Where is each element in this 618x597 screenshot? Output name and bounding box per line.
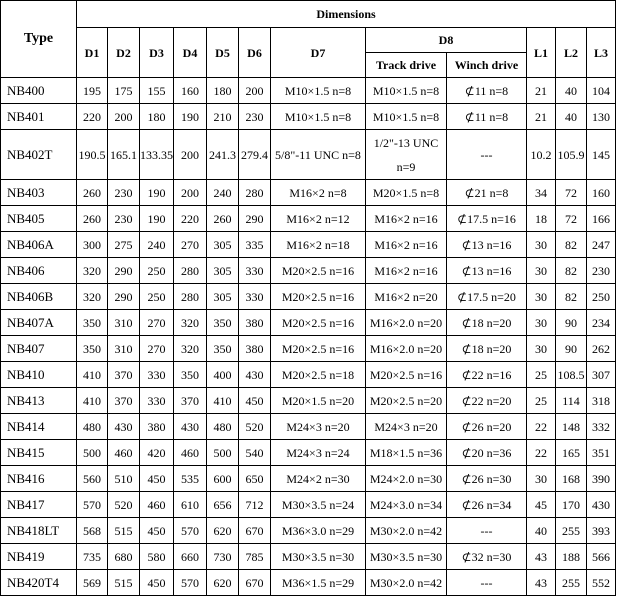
value-cell: 190 [174, 104, 207, 130]
value-cell: 620 [207, 518, 239, 544]
value-cell: 250 [140, 258, 174, 284]
type-cell: NB418LT [1, 518, 77, 544]
value-cell: 270 [140, 310, 174, 336]
type-cell: NB407A [1, 310, 77, 336]
value-cell: 108.5 [556, 362, 587, 388]
value-cell: 569 [77, 570, 108, 596]
table-row [1, 570, 616, 596]
value-cell: 18 [527, 206, 556, 232]
value-cell: 450 [140, 466, 174, 492]
value-cell: ⊄17.5 n=20 [447, 284, 527, 310]
type-cell: NB401 [1, 104, 77, 130]
table-row [1, 440, 616, 466]
value-cell: M10×1.5 n=8 [366, 78, 447, 104]
value-cell: ⊄13 n=16 [447, 232, 527, 258]
value-cell: 200 [174, 180, 207, 206]
value-cell: 650 [239, 466, 271, 492]
value-cell: 200 [108, 104, 140, 130]
value-cell: 165 [556, 440, 587, 466]
value-cell: 275 [108, 232, 140, 258]
value-cell: 410 [77, 388, 108, 414]
value-cell: 230 [108, 180, 140, 206]
value-cell: 307 [587, 362, 616, 388]
value-cell: 290 [108, 258, 140, 284]
col-header-track-drive: Track drive [366, 53, 447, 78]
value-cell: 21 [527, 78, 556, 104]
table-row [1, 388, 616, 414]
value-cell: M20×2.5 n=16 [271, 336, 366, 362]
value-cell: ⊄21 n=8 [447, 180, 527, 206]
col-header-l3: L3 [587, 28, 616, 78]
value-cell: 305 [207, 284, 239, 310]
value-cell: 450 [239, 388, 271, 414]
value-cell: 255 [556, 518, 587, 544]
value-cell: 318 [587, 388, 616, 414]
value-cell: M16×2 n=20 [366, 284, 447, 310]
col-header-d6: D6 [239, 28, 271, 78]
value-cell: M36×1.5 n=29 [271, 570, 366, 596]
type-cell: NB415 [1, 440, 77, 466]
value-cell: M16×2.0 n=20 [366, 310, 447, 336]
value-cell: 200 [174, 130, 207, 180]
value-cell: 380 [140, 414, 174, 440]
value-cell: M20×2.5 n=18 [271, 362, 366, 388]
value-cell: 480 [207, 414, 239, 440]
value-cell: 735 [77, 544, 108, 570]
value-cell: 166 [587, 206, 616, 232]
value-cell: ⊄22 n=20 [447, 388, 527, 414]
value-cell: M30×3.5 n=24 [271, 492, 366, 518]
value-cell: 330 [239, 284, 271, 310]
value-cell: 620 [207, 570, 239, 596]
type-cell: NB410 [1, 362, 77, 388]
value-cell: 460 [140, 492, 174, 518]
col-header-d2: D2 [108, 28, 140, 78]
value-cell: 82 [556, 232, 587, 258]
col-header-d1: D1 [77, 28, 108, 78]
value-cell: ⊄20 n=36 [447, 440, 527, 466]
value-cell: M24×2.0 n=30 [366, 466, 447, 492]
value-cell: 230 [239, 104, 271, 130]
value-cell: 168 [556, 466, 587, 492]
value-cell: 330 [140, 362, 174, 388]
value-cell: 580 [140, 544, 174, 570]
value-cell: 430 [587, 492, 616, 518]
value-cell: M20×1.5 n=20 [271, 388, 366, 414]
value-cell: 330 [239, 258, 271, 284]
value-cell: 400 [207, 362, 239, 388]
value-cell: M20×2.5 n=16 [271, 310, 366, 336]
value-cell: 30 [527, 258, 556, 284]
value-cell: 190 [140, 206, 174, 232]
value-cell: 320 [174, 336, 207, 362]
value-cell: 351 [587, 440, 616, 466]
type-cell: NB402T [1, 130, 77, 180]
value-cell: ⊄17.5 n=16 [447, 206, 527, 232]
value-cell: 105.9 [556, 130, 587, 180]
value-cell: 72 [556, 206, 587, 232]
table-body [1, 78, 616, 596]
value-cell: 45 [527, 492, 556, 518]
value-cell: 230 [587, 258, 616, 284]
value-cell: 670 [239, 518, 271, 544]
table-row [1, 310, 616, 336]
table-row [1, 78, 616, 104]
value-cell: 195 [77, 78, 108, 104]
value-cell: 552 [587, 570, 616, 596]
value-cell: 190.5 [77, 130, 108, 180]
value-cell: 234 [587, 310, 616, 336]
value-cell: M30×2.0 n=42 [366, 518, 447, 544]
value-cell: 370 [108, 362, 140, 388]
value-cell: 30 [527, 284, 556, 310]
value-cell: 335 [239, 232, 271, 258]
value-cell: M20×2.5 n=20 [366, 388, 447, 414]
value-cell: 270 [140, 336, 174, 362]
value-cell: 160 [587, 180, 616, 206]
value-cell: 34 [527, 180, 556, 206]
value-cell: 200 [239, 78, 271, 104]
value-cell: 393 [587, 518, 616, 544]
table-row [1, 518, 616, 544]
value-cell: 90 [556, 336, 587, 362]
value-cell: 262 [587, 336, 616, 362]
value-cell: 165.1 [108, 130, 140, 180]
value-cell: 22 [527, 440, 556, 466]
value-cell: 72 [556, 180, 587, 206]
table-row [1, 544, 616, 570]
value-cell: 600 [207, 466, 239, 492]
table-row [1, 284, 616, 310]
col-header-d5: D5 [207, 28, 239, 78]
type-cell: NB413 [1, 388, 77, 414]
value-cell: 540 [239, 440, 271, 466]
value-cell: 180 [207, 78, 239, 104]
value-cell: 390 [587, 466, 616, 492]
value-cell: M16×2.0 n=20 [366, 336, 447, 362]
value-cell: ⊄18 n=20 [447, 336, 527, 362]
type-cell: NB406B [1, 284, 77, 310]
value-cell: 320 [77, 258, 108, 284]
value-cell: 520 [108, 492, 140, 518]
value-cell: 40 [556, 104, 587, 130]
value-cell: M30×3.5 n=30 [366, 544, 447, 570]
value-cell: 520 [239, 414, 271, 440]
value-cell: 279.4 [239, 130, 271, 180]
value-cell: M16×2 n=18 [271, 232, 366, 258]
value-cell: 310 [108, 310, 140, 336]
value-cell: M36×3.0 n=29 [271, 518, 366, 544]
type-cell: NB417 [1, 492, 77, 518]
value-cell: 90 [556, 310, 587, 336]
value-cell: M20×1.5 n=8 [366, 180, 447, 206]
value-cell: 280 [174, 284, 207, 310]
value-cell: --- [447, 518, 527, 544]
value-cell: M10×1.5 n=8 [366, 104, 447, 130]
type-cell: NB414 [1, 414, 77, 440]
value-cell: 310 [108, 336, 140, 362]
value-cell: M16×2 n=12 [271, 206, 366, 232]
value-cell: 280 [239, 180, 271, 206]
value-cell: 460 [174, 440, 207, 466]
value-cell: 330 [140, 388, 174, 414]
value-cell: 40 [527, 518, 556, 544]
value-cell: M16×2 n=16 [366, 232, 447, 258]
value-cell: 500 [77, 440, 108, 466]
table-row [1, 362, 616, 388]
value-cell: 350 [77, 336, 108, 362]
value-cell: M30×2.0 n=42 [366, 570, 447, 596]
value-cell: 21 [527, 104, 556, 130]
value-cell: 430 [239, 362, 271, 388]
value-cell: 30 [527, 310, 556, 336]
value-cell: 290 [108, 284, 140, 310]
value-cell: 380 [239, 336, 271, 362]
value-cell: 40 [556, 78, 587, 104]
value-cell: 240 [140, 232, 174, 258]
type-cell: NB407 [1, 336, 77, 362]
value-cell: 320 [174, 310, 207, 336]
value-cell: 43 [527, 544, 556, 570]
value-cell: 500 [207, 440, 239, 466]
value-cell: 280 [174, 258, 207, 284]
value-cell: 305 [207, 258, 239, 284]
value-cell: 515 [108, 518, 140, 544]
value-cell: M10×1.5 n=8 [271, 104, 366, 130]
value-cell: M24×3 n=20 [271, 414, 366, 440]
value-cell: M10×1.5 n=8 [271, 78, 366, 104]
value-cell: 240 [207, 180, 239, 206]
value-cell: M20×2.5 n=16 [271, 258, 366, 284]
value-cell: 568 [77, 518, 108, 544]
value-cell: 510 [108, 466, 140, 492]
value-cell: M24×2 n=30 [271, 466, 366, 492]
value-cell: ⊄11 n=8 [447, 104, 527, 130]
type-cell: NB403 [1, 180, 77, 206]
table-row [1, 232, 616, 258]
value-cell: 220 [77, 104, 108, 130]
value-cell: 255 [556, 570, 587, 596]
value-cell: --- [447, 130, 527, 180]
value-cell: --- [447, 570, 527, 596]
value-cell: 380 [239, 310, 271, 336]
value-cell: 250 [140, 284, 174, 310]
value-cell: ⊄11 n=8 [447, 78, 527, 104]
value-cell: M24×3 n=24 [271, 440, 366, 466]
value-cell: 350 [77, 310, 108, 336]
value-cell: 1/2"-13 UNC n=9 [366, 130, 447, 180]
table-header [1, 1, 616, 78]
value-cell: 25 [527, 362, 556, 388]
value-cell: ⊄26 n=20 [447, 414, 527, 440]
value-cell: 480 [77, 414, 108, 440]
value-cell: 670 [239, 570, 271, 596]
value-cell: 410 [207, 388, 239, 414]
col-header-d4: D4 [174, 28, 207, 78]
value-cell: M24×3 n=20 [366, 414, 447, 440]
value-cell: 656 [207, 492, 239, 518]
value-cell: ⊄22 n=16 [447, 362, 527, 388]
value-cell: 170 [556, 492, 587, 518]
value-cell: 370 [174, 388, 207, 414]
value-cell: 155 [140, 78, 174, 104]
value-cell: 247 [587, 232, 616, 258]
value-cell: 535 [174, 466, 207, 492]
value-cell: 785 [239, 544, 271, 570]
type-cell: NB400 [1, 78, 77, 104]
value-cell: 430 [174, 414, 207, 440]
value-cell: 260 [207, 206, 239, 232]
value-cell: 104 [587, 78, 616, 104]
value-cell: M18×1.5 n=36 [366, 440, 447, 466]
type-cell: NB406 [1, 258, 77, 284]
type-cell: NB419 [1, 544, 77, 570]
value-cell: 350 [207, 310, 239, 336]
value-cell: 450 [140, 570, 174, 596]
value-cell: 730 [207, 544, 239, 570]
type-cell: NB420T4 [1, 570, 77, 596]
table-row [1, 258, 616, 284]
value-cell: 25 [527, 388, 556, 414]
value-cell: 450 [140, 518, 174, 544]
value-cell: 350 [174, 362, 207, 388]
value-cell: 188 [556, 544, 587, 570]
value-cell: 10.2 [527, 130, 556, 180]
value-cell: 430 [108, 414, 140, 440]
value-cell: ⊄26 n=34 [447, 492, 527, 518]
value-cell: 570 [77, 492, 108, 518]
value-cell: 332 [587, 414, 616, 440]
table-row [1, 492, 616, 518]
value-cell: 22 [527, 414, 556, 440]
value-cell: 30 [527, 466, 556, 492]
table-row [1, 414, 616, 440]
table-row [1, 130, 616, 180]
value-cell: 130 [587, 104, 616, 130]
dimensions-header: Dimensions [77, 1, 616, 28]
value-cell: 82 [556, 284, 587, 310]
value-cell: 148 [556, 414, 587, 440]
value-cell: 250 [587, 284, 616, 310]
type-cell: NB416 [1, 466, 77, 492]
col-header-d8: D8 [366, 28, 527, 53]
value-cell: 370 [108, 388, 140, 414]
value-cell: 82 [556, 258, 587, 284]
value-cell: M16×2 n=8 [271, 180, 366, 206]
value-cell: 241.3 [207, 130, 239, 180]
col-header-l1: L1 [527, 28, 556, 78]
col-header-l2: L2 [556, 28, 587, 78]
table-row [1, 336, 616, 362]
value-cell: 30 [527, 336, 556, 362]
value-cell: 460 [108, 440, 140, 466]
table-row [1, 466, 616, 492]
value-cell: M20×2.5 n=16 [271, 284, 366, 310]
type-cell: NB406A [1, 232, 77, 258]
value-cell: 300 [77, 232, 108, 258]
value-cell: 5/8"-11 UNC n=8 [271, 130, 366, 180]
col-header-d3: D3 [140, 28, 174, 78]
type-header: Type [1, 1, 77, 78]
type-cell: NB405 [1, 206, 77, 232]
value-cell: 210 [207, 104, 239, 130]
value-cell: 180 [140, 104, 174, 130]
value-cell: 270 [174, 232, 207, 258]
value-cell: 680 [108, 544, 140, 570]
value-cell: M16×2 n=16 [366, 258, 447, 284]
table-row [1, 206, 616, 232]
value-cell: 320 [77, 284, 108, 310]
value-cell: 190 [140, 180, 174, 206]
value-cell: 420 [140, 440, 174, 466]
value-cell: 350 [207, 336, 239, 362]
value-cell: 515 [108, 570, 140, 596]
value-cell: M24×3.0 n=34 [366, 492, 447, 518]
value-cell: 566 [587, 544, 616, 570]
value-cell: 560 [77, 466, 108, 492]
value-cell: 712 [239, 492, 271, 518]
value-cell: M30×3.5 n=30 [271, 544, 366, 570]
col-header-winch-drive: Winch drive [447, 53, 527, 78]
value-cell: 570 [174, 570, 207, 596]
value-cell: 43 [527, 570, 556, 596]
value-cell: ⊄18 n=20 [447, 310, 527, 336]
value-cell: 30 [527, 232, 556, 258]
table-row [1, 104, 616, 130]
value-cell: 230 [108, 206, 140, 232]
value-cell: 175 [108, 78, 140, 104]
value-cell: 260 [77, 180, 108, 206]
value-cell: 114 [556, 388, 587, 414]
value-cell: 220 [174, 206, 207, 232]
value-cell: 290 [239, 206, 271, 232]
value-cell: M16×2 n=16 [366, 206, 447, 232]
value-cell: ⊄26 n=30 [447, 466, 527, 492]
value-cell: 410 [77, 362, 108, 388]
value-cell: 610 [174, 492, 207, 518]
value-cell: ⊄13 n=16 [447, 258, 527, 284]
value-cell: 260 [77, 206, 108, 232]
value-cell: 305 [207, 232, 239, 258]
value-cell: 133.35 [140, 130, 174, 180]
col-header-d7: D7 [271, 28, 366, 78]
value-cell: 570 [174, 518, 207, 544]
value-cell: ⊄32 n=30 [447, 544, 527, 570]
value-cell: 660 [174, 544, 207, 570]
value-cell: 160 [174, 78, 207, 104]
value-cell: 145 [587, 130, 616, 180]
table-row [1, 180, 616, 206]
value-cell: M20×2.5 n=16 [366, 362, 447, 388]
